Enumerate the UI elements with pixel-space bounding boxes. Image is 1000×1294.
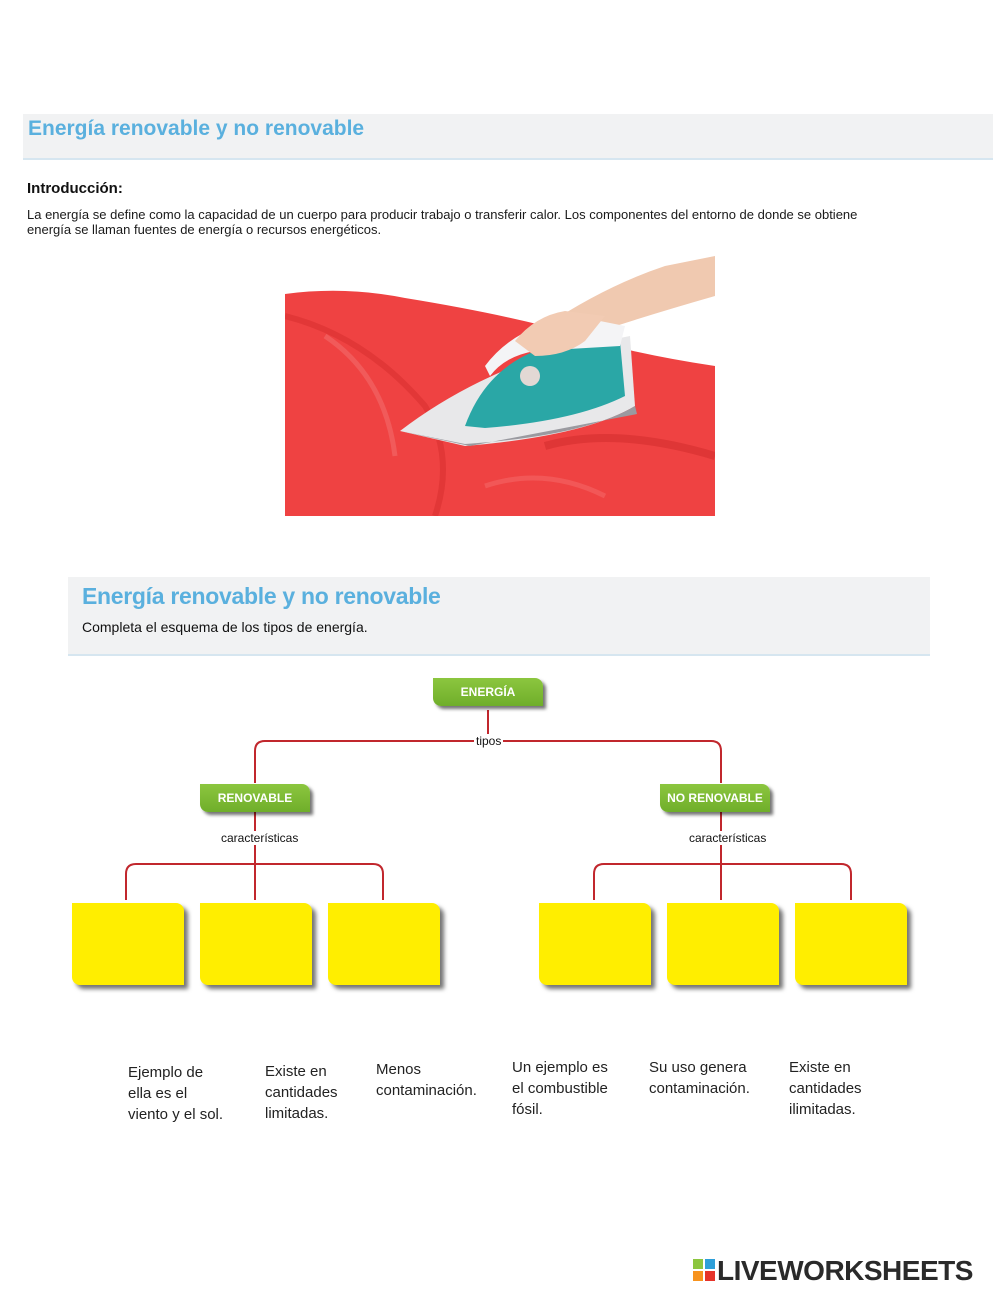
- energy-concept-map: [0, 660, 1000, 1000]
- node-energia: ENERGÍA: [433, 678, 543, 706]
- label-tipos: tipos: [476, 734, 502, 748]
- node-no-renovable: NO RENOVABLE: [660, 784, 770, 812]
- header-band: [23, 114, 993, 160]
- intro-heading: Introducción:: [27, 180, 123, 197]
- brand-name: LIVEWORKSHEETS: [717, 1255, 973, 1286]
- ironing-photo: [285, 256, 715, 516]
- answer-option-1[interactable]: Ejemplo de ella es el viento y el sol.: [128, 1064, 224, 1123]
- answer-option-4[interactable]: Un ejemplo es el combustible fósil.: [512, 1059, 608, 1118]
- activity-instructions: Completa el esquema de los tipos de energía.: [82, 619, 368, 635]
- answer-box-5[interactable]: [667, 903, 779, 985]
- intro-line-1: La energía se define como la capacidad de un cuerpo para producir trabajo o transferir calor. Los componentes del entorno de donde se obtiene: [27, 207, 858, 222]
- label-caracteristicas-left: características: [221, 831, 299, 845]
- answer-option-6[interactable]: Existe en cantidades ilimitadas.: [789, 1059, 862, 1118]
- label-caracteristicas-right: características: [689, 831, 767, 845]
- intro-line-2: energía se llaman fuentes de energía o recursos energéticos.: [27, 222, 382, 237]
- answer-box-2[interactable]: [200, 903, 312, 985]
- activity-header: [68, 577, 930, 656]
- liveworksheets-logo-icon: [693, 1259, 715, 1281]
- activity-title: Energía renovable y no renovable: [82, 583, 441, 609]
- answer-option-5[interactable]: Su uso genera contaminación.: [649, 1059, 750, 1097]
- answer-box-3[interactable]: [328, 903, 440, 985]
- answer-option-3[interactable]: Menos contaminación.: [376, 1061, 477, 1099]
- answer-option-2[interactable]: Existe en cantidades limitadas.: [265, 1063, 338, 1122]
- page-title: Energía renovable y no renovable: [28, 117, 365, 140]
- answer-box-4[interactable]: [539, 903, 651, 985]
- answer-box-1[interactable]: [72, 903, 184, 985]
- answer-box-6[interactable]: [795, 903, 907, 985]
- intro-paragraph: [27, 207, 977, 237]
- node-renovable: RENOVABLE: [200, 784, 310, 812]
